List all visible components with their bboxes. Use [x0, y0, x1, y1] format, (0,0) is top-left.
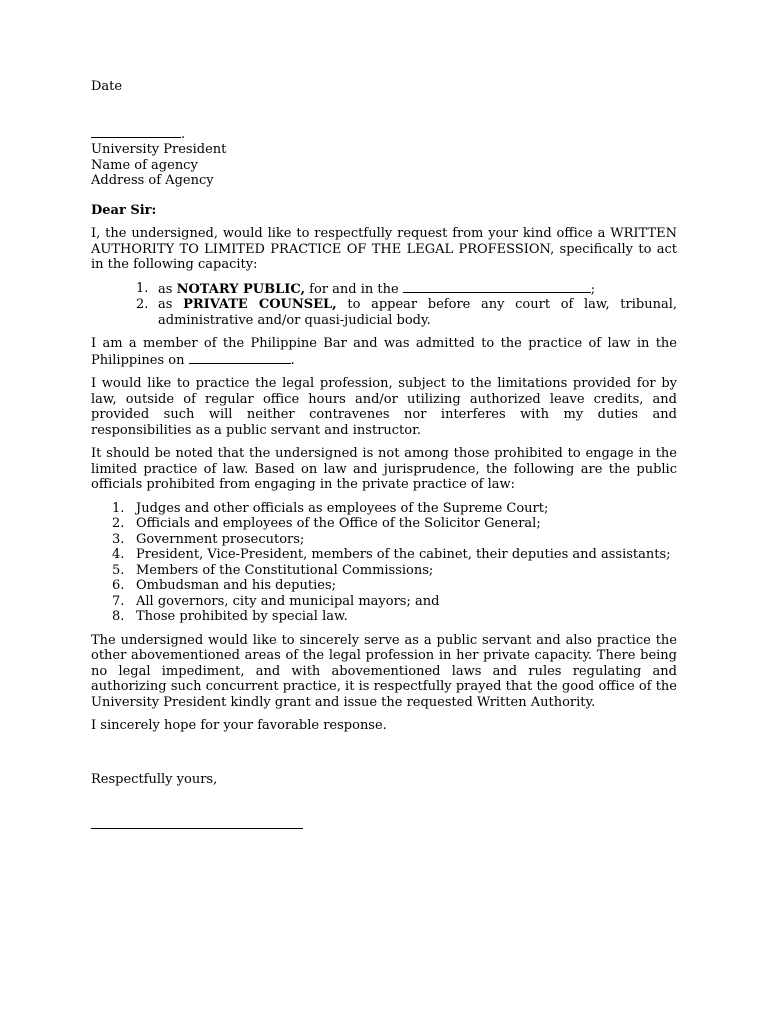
- practice-paragraph: I would like to practice the legal profession, subject to the limitations provided for by law, outside of regular office hours and/or utilizing authorized leave credits, and provided such will neither contravenes nor interferes with my duties and responsibilities as a public servant and instructor.: [91, 376, 677, 438]
- list-item-text: President, Vice-President, members of the cabinet, their deputies and assistants;: [136, 547, 671, 562]
- list-item: [91, 609, 677, 625]
- list-item-text: Those prohibited by special law.: [136, 609, 348, 624]
- list-number: 8.: [112, 609, 125, 624]
- list-item-text: Members of the Constitutional Commissions;: [136, 562, 434, 578]
- list-item: [91, 594, 677, 610]
- list-item: [91, 532, 677, 548]
- bar-member-text: I am a member of the Philippine Bar and was admitted to the practice of law in the Philippines on: [91, 336, 677, 368]
- capacity-suffix: ;: [590, 281, 596, 297]
- agency-address: Address of Agency: [91, 173, 214, 188]
- closing: Respectfully yours,: [91, 771, 218, 787]
- intro-paragraph: I, the undersigned, would like to respectfully request from your kind office a WRITTEN AUTHORITY TO LIMITED PRACTICE OF THE LEGAL PROFESSION, specifically to act in the following capacity:: [91, 226, 677, 272]
- capacity-item-notary: [91, 281, 677, 298]
- list-item-text: Ombudsman and his deputies;: [136, 578, 337, 593]
- bar-member-paragraph: [91, 336, 677, 368]
- serve-paragraph: The undersigned would like to sincerely serve as a public servant and also practice the other abovementioned areas of the legal profession in her private capacity. There being no legal impediment, and with abovementioned laws and rules regulating and authorizing such concurrent practice, it is respectfully prayed that the good office of the University President kindly grant and issue the requested Written Authority.: [91, 632, 677, 710]
- prohibited-officials-list: [91, 501, 677, 625]
- capacity-prefix: as: [158, 297, 184, 312]
- salutation: Dear Sir:: [91, 202, 157, 218]
- capacity-title: NOTARY PUBLIC,: [176, 281, 305, 297]
- agency-name: Name of agency: [91, 157, 198, 173]
- list-number: 3.: [112, 531, 125, 547]
- bar-member-suffix: .: [290, 352, 295, 368]
- signature-line: [91, 827, 303, 829]
- admission-date-blank: [189, 352, 291, 364]
- list-number: 2.: [112, 516, 125, 531]
- list-item: [91, 547, 677, 563]
- list-number: 6.: [112, 578, 125, 593]
- list-item: [91, 501, 677, 517]
- addressee-blank-line: [91, 126, 677, 143]
- addressee-blank-suffix: .: [181, 126, 186, 142]
- list-number: 4.: [112, 547, 125, 562]
- date-line: Date: [91, 79, 123, 94]
- letter: [91, 79, 677, 829]
- capacity-list: [91, 281, 677, 329]
- list-number: 1.: [136, 280, 149, 296]
- capacity-text: to appear before any court of law, tribunal, administrative and/or quasi-judicial body.: [158, 297, 678, 328]
- capacity-item-counsel: [91, 297, 677, 328]
- capacity-prefix: as: [158, 281, 177, 297]
- list-number: 5.: [112, 562, 125, 578]
- noted-paragraph: It should be noted that the undersigned is not among those prohibited to engage in the limited practice of law. Based on law and jurisprudence, the following are the public officials prohibited from engaging in the private practice of law:: [91, 446, 677, 492]
- list-item-text: All governors, city and municipal mayors; and: [136, 593, 440, 609]
- list-item: [91, 578, 677, 594]
- list-item: [91, 516, 677, 532]
- list-item: [91, 563, 677, 579]
- list-number: 2.: [136, 297, 149, 312]
- list-item-text: Judges and other officials as employees of the Supreme Court;: [136, 500, 549, 516]
- list-number: 7.: [112, 593, 125, 609]
- list-number: 1.: [112, 500, 125, 516]
- list-item-text: Government prosecutors;: [136, 531, 305, 547]
- capacity-title: PRIVATE COUNSEL,: [183, 297, 337, 312]
- addressee-blank: [91, 126, 181, 138]
- capacity-text: for and in the: [305, 281, 403, 297]
- notary-place-blank: [403, 281, 591, 293]
- addressee-title: University President: [91, 142, 227, 157]
- list-item-text: Officials and employees of the Office of the Solicitor General;: [136, 516, 541, 531]
- hope-paragraph: I sincerely hope for your favorable response.: [91, 718, 387, 733]
